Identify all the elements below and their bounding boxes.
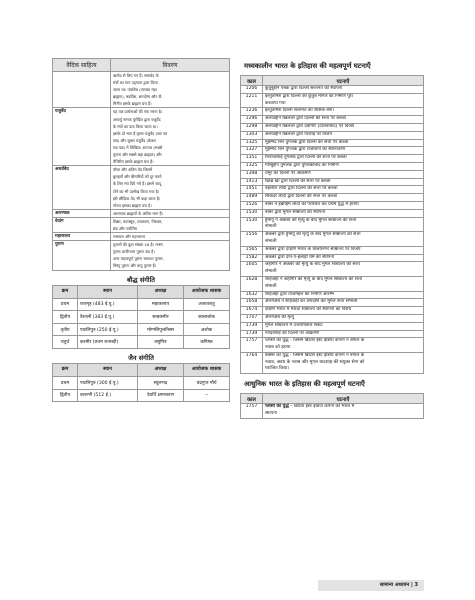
event-year: 1739	[241, 330, 263, 338]
event-year: 1582	[241, 254, 263, 262]
event-year: 1658	[241, 299, 263, 307]
event-description	[263, 194, 424, 202]
text-line: छंद और ज्योतिष	[113, 225, 137, 231]
event-year: 1298	[241, 123, 263, 131]
council-ruler: अजातशत्रु	[184, 298, 230, 311]
modern-events-table	[240, 393, 424, 419]
event-description	[263, 352, 424, 373]
medieval-event-row	[241, 201, 424, 209]
event-description	[263, 147, 424, 155]
event-description	[263, 262, 424, 277]
vedic-term: वेदांग	[53, 217, 111, 232]
text-line: अन्य महत्वपूर्ण पुराण भागवत पुराण,	[113, 256, 164, 262]
medieval-event-row	[241, 108, 424, 116]
event-description	[263, 404, 424, 419]
medieval-event-row	[241, 232, 424, 247]
text-line: पराजित किया।	[265, 366, 290, 372]
event-year: 1303	[241, 131, 263, 139]
text-line: नादिरशाह का दिल्ली पर आक्रमण	[265, 330, 320, 336]
modern-event-row	[241, 404, 424, 419]
jain-header-president: अध्यक्ष	[138, 363, 184, 376]
vedic-term: महाकाव्य	[53, 233, 111, 241]
vedic-term: पुराण	[53, 241, 111, 270]
event-year: 1739	[241, 322, 263, 330]
medieval-event-row	[241, 246, 424, 254]
jain-council-table	[52, 363, 230, 402]
event-year: 1451	[241, 186, 263, 194]
event-description	[263, 232, 424, 247]
vedic-description	[111, 72, 230, 108]
vedic-description	[111, 209, 230, 217]
text-line: बुराइयों और बीमारियों को दूर करने	[113, 174, 162, 180]
text-line: संभाली	[265, 269, 277, 275]
text-line: अलाउद्दीन खिलजी द्वारा देवगिरि (दौलताबाद) पर विजय	[265, 123, 355, 129]
text-line: दक्षिण भारत में मराठा साम्राज्य की स्थापना का विरोध	[265, 307, 352, 313]
text-line: सिकंदर लोदी द्वारा दिल्ली की सत्ता पर कब्जा	[265, 194, 338, 200]
event-description	[263, 201, 424, 209]
medieval-event-row	[241, 254, 424, 262]
council-ruler: --	[184, 389, 230, 402]
text-line: के लिए मंत्र दिये गये हैं। इसमें जादू	[113, 181, 162, 187]
event-description	[263, 246, 424, 254]
medieval-header-row	[241, 76, 424, 86]
vedic-term: यजुर्वेद	[53, 108, 111, 166]
council-order: तृतीय	[53, 323, 78, 336]
buddhist-header-president: अध्यक्ष	[138, 285, 184, 298]
text-line: जहांगीर ने अकबर की मृत्यु के बाद मुगल साम्राज्य की सत्ता	[265, 262, 360, 268]
vedic-header-desc: विवरण	[111, 59, 230, 72]
medieval-event-row	[241, 262, 424, 277]
event-year: 1327	[241, 147, 263, 155]
event-description	[263, 276, 424, 291]
event-year: 1628	[241, 276, 263, 291]
text-line: अध्वर्यु नामक पुरोहित द्वारा यजुर्वेद	[113, 116, 161, 122]
buddhist-council-title: बौद्ध संगीति	[127, 275, 155, 284]
event-description	[263, 322, 424, 330]
event-year: 1764	[241, 352, 263, 373]
vedic-description	[111, 108, 230, 166]
buddhist-council-row	[53, 323, 230, 336]
council-order: चतुर्थ	[53, 336, 78, 349]
vedic-description	[111, 166, 230, 210]
jain-council-title: जैन संगीति	[128, 353, 154, 362]
buddhist-header-row	[53, 285, 230, 298]
text-line: टोने का भी उल्लेख किया गया है।	[113, 188, 160, 194]
council-president: स्थूलभद्र	[138, 376, 184, 389]
text-line: आरण्यक ब्राह्मणों के अंतिम भाग हैं।	[113, 210, 163, 216]
medieval-event-row	[241, 178, 424, 186]
footer-separator: |	[410, 582, 415, 588]
text-line: हुमायूं ने अकबर की मृत्यु के बाद मुगल साम्राज्य की सत्ता	[265, 217, 357, 223]
text-line: अकबर द्वारा दक्षिण भारत के विजयनगर साम्राज्य पर विजय	[265, 246, 361, 252]
event-year: 1398	[241, 170, 263, 178]
event-description	[263, 314, 424, 322]
council-president: वसुमित्र	[138, 336, 184, 349]
left-column	[52, 58, 230, 402]
event-year: 1236	[241, 108, 263, 116]
council-ruler: कनिष्क	[184, 336, 230, 349]
medieval-event-row	[241, 147, 424, 155]
text-line: तैत्तिरीय इसके ब्राह्मण ग्रंथ हैं।	[113, 159, 154, 165]
medieval-header-events: घटनाएँ	[263, 76, 424, 86]
council-order: प्रथम	[53, 376, 78, 389]
medieval-event-row	[241, 123, 424, 131]
vedic-term	[53, 72, 111, 108]
medieval-event-row	[241, 352, 424, 373]
event-year: 1489	[241, 194, 263, 202]
event-year: 1632	[241, 291, 263, 299]
event-description	[263, 139, 424, 147]
medieval-event-row	[241, 86, 424, 94]
text-line: – ब्रिटिश ईस्ट इंडिया कंपनी की भारत में	[288, 404, 355, 410]
text-line: खिज्र खां द्वारा दिल्ली की सत्ता पर कब्जा	[265, 178, 331, 184]
text-line: मुगल साम्राज्य में उत्तराधिकार संकट	[265, 322, 323, 328]
text-line: इसे लौकिक वेद भी कहा जाता है।	[113, 195, 161, 201]
vedic-header-term: वैदिक साहित्य	[53, 59, 111, 72]
medieval-event-row	[241, 217, 424, 232]
text-line: अलाउद्दीन खिलजी द्वारा चित्तौड़ पर विजय	[265, 131, 332, 137]
medieval-events-table	[240, 75, 424, 374]
event-year: 1296	[241, 116, 263, 124]
text-line: संभाली	[265, 224, 277, 230]
text-line: गोपथ इसका ब्राह्मण ग्रंथ है।	[113, 202, 152, 208]
medieval-event-row	[241, 322, 424, 330]
vedic-description	[111, 241, 230, 270]
buddhist-council-row	[53, 298, 230, 311]
vedic-header-row	[53, 59, 230, 72]
vedic-description	[111, 217, 230, 232]
council-ruler: अशोक	[184, 323, 230, 336]
page-number: 3	[414, 582, 418, 588]
vedic-term: अथर्ववेद	[53, 166, 111, 210]
text-line: बाबर द्वारा मुगल साम्राज्य की स्थापना	[265, 209, 326, 215]
text-line: फिरोजशाह तुगलक द्वारा दिल्ली की सत्ता पर कब्जा	[265, 155, 347, 161]
vedic-literature-table	[52, 58, 230, 271]
text-line: मंत्रों का गान उद्‌गाता द्वारा किया	[113, 80, 158, 86]
modern-header-period: काल	[241, 394, 263, 404]
event-year: 1413	[241, 178, 263, 186]
text-line: रामायण और महाभारत	[113, 234, 145, 240]
jain-header-order: क्रम	[53, 363, 78, 376]
medieval-event-row	[241, 314, 424, 322]
event-description	[263, 155, 424, 163]
event-description	[263, 291, 424, 299]
text-line: पुराण प्राचीनतम पुराण ग्रंथ है।	[113, 249, 155, 255]
vedic-row	[53, 166, 230, 210]
text-line: शाहजहां ने जहाँगीर की मृत्यु के बाद मुगल साम्राज्य की सत्ता	[265, 276, 363, 282]
event-description	[263, 178, 424, 186]
council-president: साबकमीर	[138, 311, 184, 324]
medieval-event-row	[241, 139, 424, 147]
vedic-row	[53, 108, 230, 166]
jain-header-ruler: आयोजक शासक	[184, 363, 230, 376]
vedic-row	[53, 72, 230, 108]
modern-events-title: आधुनिक भारत के इतिहास की महत्वपूर्ण घटनाएँ	[244, 380, 365, 389]
medieval-events-title: मध्यकालीन भारत के इतिहास की महत्वपूर्ण घटनाएँ	[244, 62, 371, 70]
event-year: 1605	[241, 262, 263, 277]
medieval-event-row	[241, 194, 424, 202]
event-description	[263, 307, 424, 315]
text-line: चौथा और अंतिम वेद जिसमें	[113, 167, 153, 173]
medieval-event-row	[241, 186, 424, 194]
medieval-event-row	[241, 291, 424, 299]
council-order: द्वितीय	[53, 311, 78, 324]
text-line: नवाब, अवध के नवाब और मुगल बादशाह की संयुक्त सेना को	[265, 359, 365, 365]
modern-header-events: घटनाएँ	[263, 394, 424, 404]
event-description	[263, 186, 424, 194]
right-column	[240, 58, 424, 419]
medieval-event-row	[241, 93, 424, 108]
medieval-header-period: काल	[241, 76, 263, 86]
buddhist-header-place: स्थान	[78, 285, 138, 298]
council-order: द्वितीय	[53, 389, 78, 402]
council-place: वल्लभी (512 ई.)	[78, 389, 138, 402]
medieval-event-row	[241, 209, 424, 217]
event-description	[263, 162, 424, 170]
council-place: पाटलिपुत्र (250 ई.पू.)	[78, 323, 138, 336]
medieval-event-row	[241, 330, 424, 338]
council-president: महाकश्यप	[138, 298, 184, 311]
event-description	[263, 86, 424, 94]
council-ruler: चंद्रगुप्त मौर्य	[184, 376, 230, 389]
buddhist-council-row	[53, 336, 230, 349]
event-description	[263, 116, 424, 124]
medieval-event-row	[241, 162, 424, 170]
vedic-row	[53, 233, 230, 241]
jain-header-place: स्थान	[78, 363, 138, 376]
event-year: 1674	[241, 307, 263, 315]
buddhist-header-order: क्रम	[53, 285, 78, 298]
text-line: के मंत्रों का पाठ किया जाता था।	[113, 123, 158, 129]
medieval-event-row	[241, 299, 424, 307]
text-line: अकबर द्वारा दीन-ए-इलाही धर्म की स्थापना	[265, 254, 334, 260]
event-year: 1526	[241, 201, 263, 209]
event-description	[263, 209, 424, 217]
event-year: 1206	[241, 86, 263, 94]
event-year: 1757	[241, 404, 263, 419]
event-year: 1707	[241, 314, 263, 322]
event-description	[263, 338, 424, 353]
council-ruler: कालाशोक	[184, 311, 230, 324]
text-line: संभाली	[265, 238, 277, 244]
vedic-description	[111, 233, 230, 241]
text-line: तैमूर का दिल्ली पर आक्रमण	[265, 170, 311, 176]
text-line: पद्य) और शुक्ल यजुर्वेद (केवल	[113, 137, 156, 143]
text-line: इल्तुतमिश द्वारा दिल्ली की कुतुब मीनार का निर्माण पूरा	[265, 93, 353, 99]
buddhist-council-table	[52, 285, 230, 349]
event-year: 1530	[241, 217, 263, 232]
event-year: 1325	[241, 162, 263, 170]
council-place: राजगृह (483 ई.पू.)	[78, 298, 138, 311]
event-year: 1325	[241, 139, 263, 147]
text-line: करवाया गया	[265, 100, 286, 106]
event-description	[263, 330, 424, 338]
council-place: वैशाली (383 ई.पू.)	[78, 311, 138, 324]
text-line: शाहजहां द्वारा ताजमहल का निर्माण आरम्भ	[265, 291, 334, 297]
text-line: पुराणों की कुल संख्या 18 है। मत्स्य	[113, 242, 163, 248]
council-president: मोग्गलिपुत्ततिस्स	[138, 323, 184, 336]
event-description	[263, 131, 424, 139]
text-line: प्लासी का युद्ध - जिसमें ब्रिटिश ईस्ट इंडिया कंपनी ने बंगाल के	[265, 338, 365, 344]
text-line: औरंगजेब ने शाहजहाँ को अपदस्थ कर मुगल सत्ता संभाली	[265, 299, 358, 305]
text-line: अलाउद्दीन खिलजी द्वारा दिल्ली की सत्ता पर कब्जा	[265, 116, 346, 122]
buddhist-council-row	[53, 311, 230, 324]
event-description	[263, 93, 424, 108]
text-line: मुहम्मद बिन तुगलक द्वारा राजधानी का स्थानांतरण	[265, 147, 346, 153]
medieval-event-row	[241, 338, 424, 353]
text-line: स्थापना	[265, 411, 277, 417]
text-line: औरंगज़ेब की मृत्यु	[265, 314, 294, 320]
event-year: 1556	[241, 232, 263, 247]
council-order: प्रथम	[53, 298, 78, 311]
event-year: 1565	[241, 246, 263, 254]
text-line: बहलोल लोदी द्वारा दिल्ली की सत्ता पर कब्जा	[265, 186, 338, 192]
medieval-event-row	[241, 131, 424, 139]
text-line: संभाली	[265, 283, 277, 289]
medieval-event-row	[241, 276, 424, 291]
buddhist-header-ruler: आयोजक शासक	[184, 285, 230, 298]
text-line: जाता था। पंचविंश (ताण्ड्य महा	[113, 87, 157, 93]
event-description	[263, 123, 424, 131]
medieval-event-row	[241, 307, 424, 315]
text-line: पुराना और सबसे बड़ा ब्राह्मण) और	[113, 152, 162, 158]
council-place: कश्मीर (प्रथम शताब्दी)	[78, 336, 138, 349]
medieval-event-row	[241, 116, 424, 124]
council-place: पाटलिपुत्र (300 ई.पू.)	[78, 376, 138, 389]
text-line: गद्य पद्य) में लिखित। शतपथ (सबसे	[113, 144, 163, 150]
text-line: शिक्षा, कल्पसूत्र, व्याकरण, निरुक्त,	[113, 218, 163, 224]
council-president: देवर्धि क्षमाश्रवण	[138, 389, 184, 402]
modern-header-row	[241, 394, 424, 404]
medieval-event-row	[241, 170, 424, 178]
jain-council-row	[53, 376, 230, 389]
jain-council-row	[53, 389, 230, 402]
event-description	[263, 108, 424, 116]
event-description	[263, 299, 424, 307]
text-line: इल्तुतमिश दिल्ली सल्तनत का शासक बना।	[265, 108, 335, 114]
text-line: यह यज्ञ प्रार्थनाओं की एक रचना है।	[113, 109, 163, 115]
text-line: ऋग्वेद से लिए गए हैं। सामवेद के	[113, 73, 159, 78]
text-line: विष्णु पुराण और वायु पुराण हैं।	[113, 263, 157, 269]
event-description	[263, 170, 424, 178]
vedic-row	[53, 217, 230, 232]
event-year: 1351	[241, 155, 263, 163]
text-line: ग्यासुद्दीन तुगलक द्वारा तुगलकाबाद का निर्माण	[265, 162, 339, 168]
footer-text: सामान्य अध्ययन	[379, 582, 410, 588]
text-line: कुतुबुद्दीन ऐबक द्वारा दिल्ली सल्तनत की स्थापना	[265, 86, 343, 91]
text-line: बक्सर का युद्ध - जिसमें ब्रिटिश ईस्ट इंडिया कंपनी ने बंगाल के	[265, 352, 365, 358]
event-highlight: प्लासी का युद्ध	[265, 404, 289, 410]
vedic-row	[53, 241, 230, 270]
text-line: इसके दो भाग हैं कृष्ण यजुर्वेद (गद्य एवं	[113, 130, 168, 136]
vedic-term: आरण्यक	[53, 209, 111, 217]
text-line: बाबर ने इब्राहिम लोदी को पराजित कर प्रथम युद्ध में हराया	[265, 201, 359, 207]
event-year: 1530	[241, 209, 263, 217]
event-year: 1211	[241, 93, 263, 108]
event-description	[263, 217, 424, 232]
page-footer	[318, 580, 424, 591]
event-year: 1757	[241, 338, 263, 353]
text-line: अकबर द्वारा हुमायूं की मृत्यु के बाद मुगल साम्राज्य की सत्ता	[265, 232, 361, 238]
text-line: नवाब को हराया	[265, 345, 291, 351]
jain-header-row	[53, 363, 230, 376]
vedic-row	[53, 209, 230, 217]
text-line: ब्राह्मण), षडविंश, छान्दोग्य और जै-	[113, 94, 163, 100]
text-line: मिनीय इसके ब्राह्मण ग्रंथ हैं।	[113, 101, 152, 107]
event-description	[263, 254, 424, 262]
medieval-event-row	[241, 155, 424, 163]
text-line: मुहम्मद बिन तुगलक द्वारा दिल्ली की सत्ता पर कब्जा	[265, 139, 349, 145]
